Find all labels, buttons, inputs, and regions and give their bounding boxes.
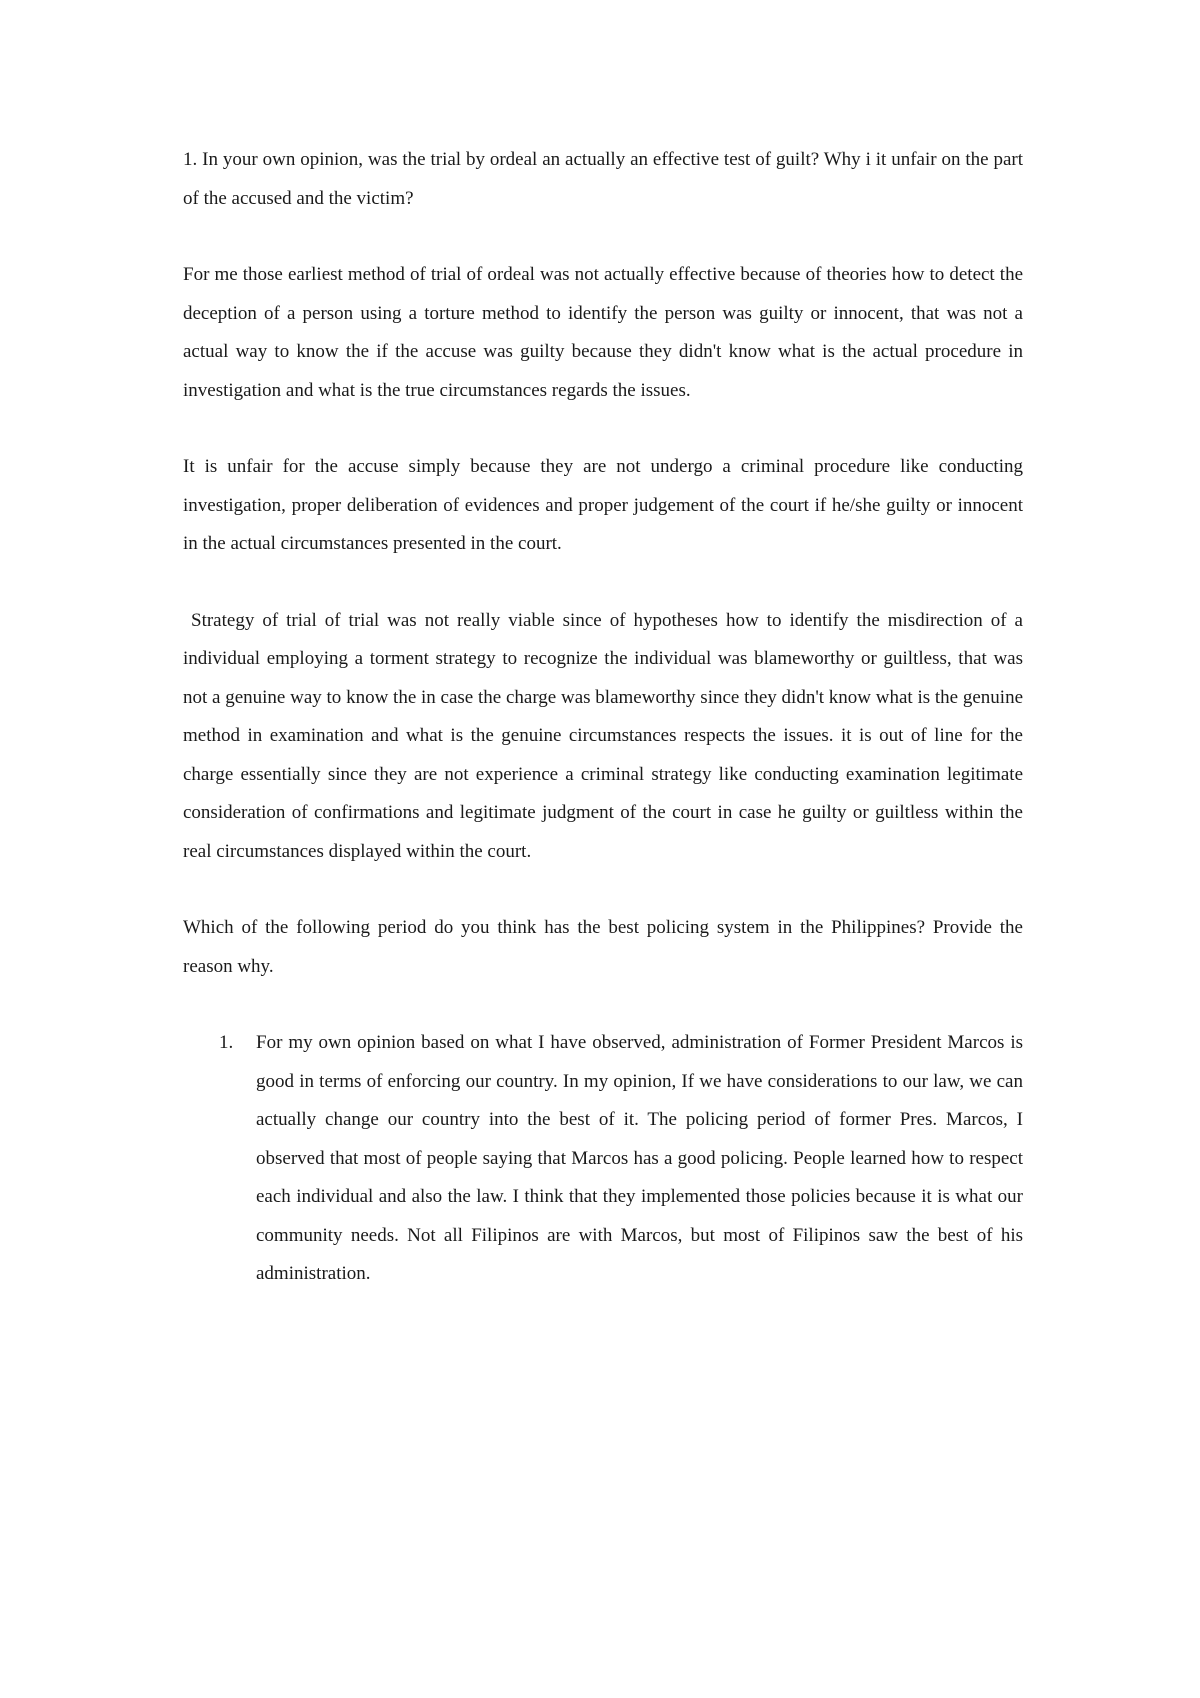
list-item-marker: 1. <box>219 1032 234 1053</box>
document-body <box>183 141 1028 1294</box>
list-item <box>183 1024 1023 1294</box>
question-2: Which of the following period do you think has the best policing system in the Philippines? Provide the reason why. <box>183 917 1023 977</box>
question-1: 1. In your own opinion, was the trial by ordeal an actually an effective test of guilt? Why i it unfair on the part of the accused and the victim? <box>183 149 1023 209</box>
answer-2-list <box>183 1024 1023 1294</box>
answer-1-paragraph-2: It is unfair for the accuse simply because they are not undergo a criminal procedure like conducting investigation, proper deliberation of evidences and proper judgement of the court if he/she guilty or innocent in the actual circumstances presented in the court. <box>183 456 1023 554</box>
list-item-text: For my own opinion based on what I have observed, administration of Former President Marcos is good in terms of enforcing our country. In my opinion, If we have considerations to our law, we can actually change our country into the best of it. The policing period of former Pres. Marcos, I observed that most of people saying that Marcos has a good policing. People learned how to respect each individual and also the law. I think that they implemented those policies because it is what our community needs. Not all Filipinos are with Marcos, but most of Filipinos saw the best of his administration. <box>256 1032 1023 1284</box>
answer-1-paragraph-3: Strategy of trial of trial was not really viable since of hypotheses how to identify the misdirection of a individual employing a torment strategy to recognize the individual was blameworthy or guiltless, that was not a genuine way to know the in case the charge was blameworthy since they didn't know what is the genuine method in examination and what is the genuine circumstances respects the issues. it is out of line for the charge essentially since they are not experience a criminal strategy like conducting examination legitimate consideration of confirmations and legitimate judgment of the court in case he guilty or guiltless within the real circumstances displayed within the court. <box>183 609 1028 862</box>
answer-1-paragraph-1: For me those earliest method of trial of ordeal was not actually effective because of theories how to detect the deception of a person using a torture method to identify the person was guilty or innocent, that was not a actual way to know the if the accuse was guilty because they didn't know what is the actual procedure in investigation and what is the true circumstances regards the issues. <box>183 264 1023 401</box>
